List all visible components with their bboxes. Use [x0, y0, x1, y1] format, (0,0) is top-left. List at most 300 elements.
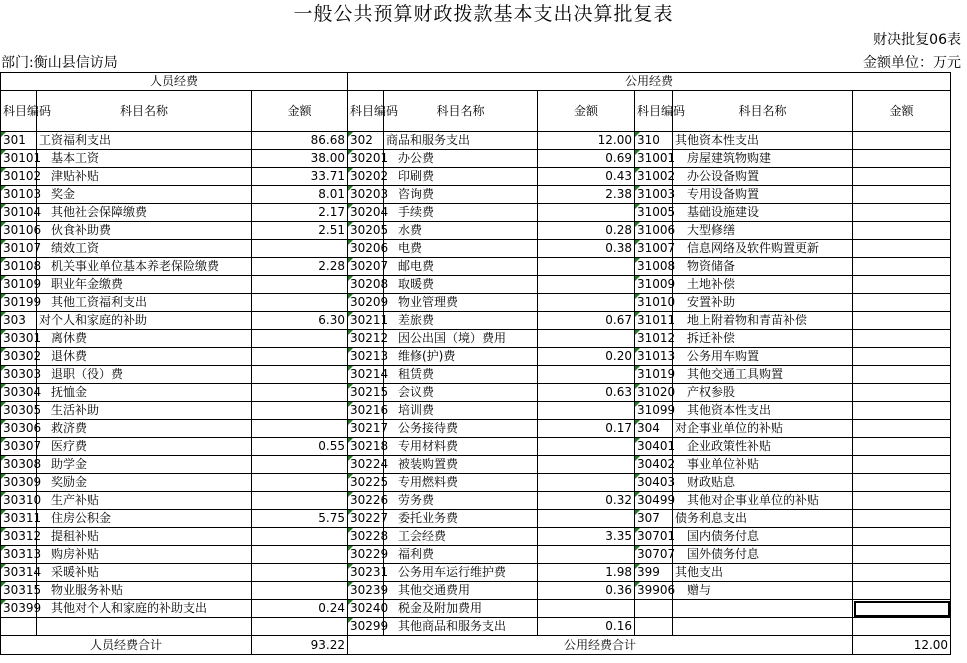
subject-name-cell[interactable]: 其他交通费用: [384, 582, 538, 600]
amount-cell[interactable]: 0.38: [538, 240, 635, 258]
amount-unit-label: 金额单位：万元: [863, 55, 961, 71]
amount-cell[interactable]: [538, 204, 635, 222]
subject-name-cell[interactable]: [673, 600, 853, 618]
amount-cell[interactable]: 86.68: [252, 132, 348, 150]
amount-cell[interactable]: [853, 474, 951, 492]
subject-name-cell[interactable]: 公务用车购置: [673, 348, 853, 366]
subject-code-cell[interactable]: 30302: [1, 348, 37, 366]
subject-code-cell[interactable]: 30306: [1, 420, 37, 438]
amount-cell[interactable]: 12.00: [538, 132, 635, 150]
subject-name-cell[interactable]: 抚恤金: [37, 384, 252, 402]
subject-code-cell[interactable]: 30216: [348, 402, 384, 420]
subject-code-cell[interactable]: 39906: [635, 582, 673, 600]
table-row: [1, 600, 951, 618]
subject-name-cell[interactable]: 印刷费: [384, 168, 538, 186]
amount-cell[interactable]: 8.01: [252, 186, 348, 204]
subject-code-cell[interactable]: 30304: [1, 384, 37, 402]
subject-name-cell[interactable]: 对企事业单位的补贴: [673, 420, 853, 438]
table-row: [1, 492, 951, 510]
amount-cell[interactable]: 2.51: [252, 222, 348, 240]
subject-code-cell[interactable]: 30101: [1, 150, 37, 168]
col-header-amount[interactable]: 金额: [252, 91, 348, 132]
subject-name-cell[interactable]: 生活补助: [37, 402, 252, 420]
subject-name-cell[interactable]: [673, 618, 853, 636]
subject-code-cell[interactable]: 304: [635, 420, 673, 438]
amount-cell[interactable]: [853, 528, 951, 546]
subject-code-cell[interactable]: 30224: [348, 456, 384, 474]
table-row: [1, 582, 951, 600]
table-row: [1, 384, 951, 402]
subject-name-cell[interactable]: 电费: [384, 240, 538, 258]
table-row: [1, 258, 951, 276]
subject-code-cell[interactable]: 31013: [635, 348, 673, 366]
subject-code-cell[interactable]: 30239: [348, 582, 384, 600]
subject-name-cell[interactable]: 物业服务补贴: [37, 582, 252, 600]
subject-name-cell[interactable]: 医疗费: [37, 438, 252, 456]
subject-name-cell[interactable]: 维修(护)费: [384, 348, 538, 366]
subject-code-cell[interactable]: 30314: [1, 564, 37, 582]
amount-cell[interactable]: [252, 492, 348, 510]
amount-cell[interactable]: 0.16: [538, 618, 635, 636]
amount-cell[interactable]: [538, 510, 635, 528]
subject-code-cell[interactable]: 30707: [635, 546, 673, 564]
subject-code-cell[interactable]: 30401: [635, 438, 673, 456]
subject-code-cell[interactable]: 30303: [1, 366, 37, 384]
form-reference-code: 财决批复06表: [873, 32, 961, 48]
subject-code-cell[interactable]: 30203: [348, 186, 384, 204]
subject-name-cell[interactable]: 专用材料费: [384, 438, 538, 456]
subject-code-cell[interactable]: 30402: [635, 456, 673, 474]
subject-name-cell[interactable]: 债务利息支出: [673, 510, 853, 528]
subject-name-cell[interactable]: 伙食补助费: [37, 222, 252, 240]
subject-code-cell[interactable]: 30499: [635, 492, 673, 510]
amount-cell[interactable]: [252, 402, 348, 420]
amount-cell[interactable]: [853, 348, 951, 366]
subject-code-cell[interactable]: 31001: [635, 150, 673, 168]
amount-cell[interactable]: [853, 546, 951, 564]
amount-cell[interactable]: [853, 510, 951, 528]
subject-code-cell[interactable]: 30217: [348, 420, 384, 438]
subject-name-cell[interactable]: 住房公积金: [37, 510, 252, 528]
subject-code-cell[interactable]: 30202: [348, 168, 384, 186]
amount-cell[interactable]: [853, 240, 951, 258]
amount-cell[interactable]: [252, 564, 348, 582]
subject-name-cell[interactable]: 机关事业单位基本养老保险缴费: [37, 258, 252, 276]
table-row: [1, 294, 951, 312]
amount-cell[interactable]: 0.55: [252, 438, 348, 456]
table-row: [1, 222, 951, 240]
table-row: [1, 564, 951, 582]
amount-cell[interactable]: 5.75: [252, 510, 348, 528]
subject-name-cell[interactable]: 其他资本性支出: [673, 402, 853, 420]
subject-name-cell[interactable]: 物资储备: [673, 258, 853, 276]
amount-cell[interactable]: [853, 618, 951, 636]
subject-name-cell[interactable]: 手续费: [384, 204, 538, 222]
subject-code-cell[interactable]: 31020: [635, 384, 673, 402]
amount-cell[interactable]: [252, 384, 348, 402]
subject-name-cell[interactable]: 专用设备购置: [673, 186, 853, 204]
amount-cell[interactable]: 0.24: [252, 600, 348, 618]
table-row: [1, 150, 951, 168]
amount-cell[interactable]: 2.28: [252, 258, 348, 276]
table-row: [1, 240, 951, 258]
subject-code-cell[interactable]: 30310: [1, 492, 37, 510]
col-header-name[interactable]: 科目名称: [384, 91, 538, 132]
subject-name-cell[interactable]: 其他工资福利支出: [37, 294, 252, 312]
subject-code-cell[interactable]: 30313: [1, 546, 37, 564]
amount-cell[interactable]: 0.28: [538, 222, 635, 240]
amount-cell[interactable]: [853, 330, 951, 348]
amount-cell[interactable]: [853, 168, 951, 186]
subject-name-cell[interactable]: 其他支出: [673, 564, 853, 582]
subject-name-cell[interactable]: 职业年金缴费: [37, 276, 252, 294]
table-row: [1, 186, 951, 204]
subject-code-cell[interactable]: 31011: [635, 312, 673, 330]
subject-code-cell[interactable]: 30104: [1, 204, 37, 222]
table-row: [1, 402, 951, 420]
subject-code-cell[interactable]: 307: [635, 510, 673, 528]
amount-cell[interactable]: [252, 330, 348, 348]
amount-cell[interactable]: [252, 366, 348, 384]
amount-cell[interactable]: [252, 348, 348, 366]
amount-cell[interactable]: [853, 186, 951, 204]
col-header-code[interactable]: 科目编码: [348, 91, 384, 132]
amount-cell[interactable]: [538, 456, 635, 474]
subject-code-cell[interactable]: 30103: [1, 186, 37, 204]
subject-name-cell[interactable]: 安置补助: [673, 294, 853, 312]
page-title: 一般公共预算财政拨款基本支出决算批复表: [293, 3, 674, 25]
amount-cell[interactable]: 2.38: [538, 186, 635, 204]
amount-cell[interactable]: 3.35: [538, 528, 635, 546]
table-row: [1, 168, 951, 186]
amount-cell[interactable]: [252, 240, 348, 258]
subject-code-cell[interactable]: 31007: [635, 240, 673, 258]
amount-cell[interactable]: [538, 546, 635, 564]
table-row: [1, 474, 951, 492]
subject-code-cell[interactable]: 31010: [635, 294, 673, 312]
subject-code-cell[interactable]: 30399: [1, 600, 37, 618]
amount-cell[interactable]: [252, 582, 348, 600]
amount-cell[interactable]: [853, 600, 951, 618]
subject-name-cell[interactable]: 工会经费: [384, 528, 538, 546]
amount-cell[interactable]: 6.30: [252, 312, 348, 330]
subject-code-cell[interactable]: 31099: [635, 402, 673, 420]
subject-name-cell[interactable]: 差旅费: [384, 312, 538, 330]
amount-cell[interactable]: [252, 546, 348, 564]
subject-code-cell[interactable]: 30301: [1, 330, 37, 348]
subject-name-cell[interactable]: 救济费: [37, 420, 252, 438]
subject-code-cell[interactable]: 31005: [635, 204, 673, 222]
amount-cell[interactable]: 0.17: [538, 420, 635, 438]
subject-name-cell[interactable]: 公务接待费: [384, 420, 538, 438]
table-row: [1, 528, 951, 546]
subject-code-cell[interactable]: 30311: [1, 510, 37, 528]
table-row: [1, 510, 951, 528]
subject-code-cell[interactable]: 30205: [348, 222, 384, 240]
amount-cell[interactable]: [853, 276, 951, 294]
amount-cell[interactable]: 0.63: [538, 384, 635, 402]
subject-code-cell[interactable]: [1, 618, 37, 636]
table-row: [1, 132, 951, 150]
subject-code-cell[interactable]: 30701: [635, 528, 673, 546]
subject-name-cell[interactable]: 土地补偿: [673, 276, 853, 294]
subject-code-cell[interactable]: 30299: [348, 618, 384, 636]
subject-name-cell[interactable]: 其他社会保障缴费: [37, 204, 252, 222]
subject-name-cell[interactable]: 生产补贴: [37, 492, 252, 510]
subject-name-cell[interactable]: 基础设施建设: [673, 204, 853, 222]
amount-cell[interactable]: [853, 402, 951, 420]
amount-cell[interactable]: [538, 474, 635, 492]
expenditure-table: [0, 72, 951, 655]
amount-cell[interactable]: [853, 384, 951, 402]
amount-cell[interactable]: [538, 366, 635, 384]
amount-cell[interactable]: 33.71: [252, 168, 348, 186]
subject-name-cell[interactable]: 企业政策性补贴: [673, 438, 853, 456]
table-row: [1, 546, 951, 564]
personnel-total-amount[interactable]: 93.22: [252, 636, 348, 655]
subject-code-cell[interactable]: 30315: [1, 582, 37, 600]
subject-name-cell[interactable]: 奖金: [37, 186, 252, 204]
subject-name-cell[interactable]: 购房补贴: [37, 546, 252, 564]
subject-code-cell[interactable]: 302: [348, 132, 384, 150]
subject-code-cell[interactable]: 31006: [635, 222, 673, 240]
table-row: [1, 438, 951, 456]
subject-code-cell[interactable]: 30209: [348, 294, 384, 312]
subject-code-cell[interactable]: 30207: [348, 258, 384, 276]
subject-name-cell[interactable]: 事业单位补贴: [673, 456, 853, 474]
amount-cell[interactable]: [853, 438, 951, 456]
subject-code-cell[interactable]: 30215: [348, 384, 384, 402]
amount-cell[interactable]: [853, 258, 951, 276]
subject-code-cell[interactable]: 30102: [1, 168, 37, 186]
subject-name-cell[interactable]: 会议费: [384, 384, 538, 402]
amount-cell[interactable]: [853, 132, 951, 150]
subject-code-cell[interactable]: 30307: [1, 438, 37, 456]
subject-code-cell[interactable]: 30305: [1, 402, 37, 420]
subject-code-cell[interactable]: 30107: [1, 240, 37, 258]
amount-cell[interactable]: [853, 150, 951, 168]
amount-cell[interactable]: [538, 276, 635, 294]
subject-name-cell[interactable]: 基本工资: [37, 150, 252, 168]
amount-cell[interactable]: [252, 276, 348, 294]
subject-name-cell[interactable]: 办公费: [384, 150, 538, 168]
subject-code-cell[interactable]: 31012: [635, 330, 673, 348]
subject-code-cell[interactable]: 30108: [1, 258, 37, 276]
subject-code-cell[interactable]: 30229: [348, 546, 384, 564]
subject-name-cell[interactable]: 产权参股: [673, 384, 853, 402]
subject-name-cell[interactable]: [37, 618, 252, 636]
amount-cell[interactable]: [252, 420, 348, 438]
subject-name-cell[interactable]: 离休费: [37, 330, 252, 348]
subject-code-cell[interactable]: 30208: [348, 276, 384, 294]
subject-name-cell[interactable]: 取暖费: [384, 276, 538, 294]
subject-name-cell[interactable]: 其他商品和服务支出: [384, 618, 538, 636]
subject-name-cell[interactable]: 租赁费: [384, 366, 538, 384]
col-header-name[interactable]: 科目名称: [37, 91, 252, 132]
subject-name-cell[interactable]: 国外债务付息: [673, 546, 853, 564]
amount-cell[interactable]: [853, 294, 951, 312]
subject-code-cell[interactable]: 30226: [348, 492, 384, 510]
subject-name-cell[interactable]: 培训费: [384, 402, 538, 420]
subject-code-cell[interactable]: [635, 618, 673, 636]
subject-name-cell[interactable]: 劳务费: [384, 492, 538, 510]
subject-code-cell[interactable]: 30204: [348, 204, 384, 222]
amount-cell[interactable]: 0.32: [538, 492, 635, 510]
amount-cell[interactable]: 0.36: [538, 582, 635, 600]
subject-name-cell[interactable]: 绩效工资: [37, 240, 252, 258]
subject-name-cell[interactable]: 税金及附加费用: [384, 600, 538, 618]
amount-cell[interactable]: [853, 312, 951, 330]
col-header-amount[interactable]: 金额: [538, 91, 635, 132]
amount-cell[interactable]: 0.20: [538, 348, 635, 366]
table-row: [1, 618, 951, 636]
amount-cell[interactable]: [853, 564, 951, 582]
subject-code-cell[interactable]: 30228: [348, 528, 384, 546]
section-header-personnel[interactable]: 人员经费: [1, 73, 348, 91]
amount-cell[interactable]: 38.00: [252, 150, 348, 168]
amount-cell[interactable]: 1.98: [538, 564, 635, 582]
subject-code-cell[interactable]: 30240: [348, 600, 384, 618]
subject-code-cell[interactable]: 30231: [348, 564, 384, 582]
subject-name-cell[interactable]: 商品和服务支出: [384, 132, 538, 150]
subject-code-cell[interactable]: 31009: [635, 276, 673, 294]
table-row: [1, 312, 951, 330]
table-row: [1, 366, 951, 384]
subject-code-cell[interactable]: 310: [635, 132, 673, 150]
subject-code-cell[interactable]: 30206: [348, 240, 384, 258]
amount-cell[interactable]: [853, 492, 951, 510]
subject-code-cell[interactable]: 30308: [1, 456, 37, 474]
subject-name-cell[interactable]: 国内债务付息: [673, 528, 853, 546]
subject-name-cell[interactable]: 因公出国（境）费用: [384, 330, 538, 348]
subject-code-cell[interactable]: 30225: [348, 474, 384, 492]
table-row: [1, 348, 951, 366]
subject-name-cell[interactable]: 采暖补贴: [37, 564, 252, 582]
subject-code-cell[interactable]: 31008: [635, 258, 673, 276]
subject-code-cell[interactable]: 30211: [348, 312, 384, 330]
amount-cell[interactable]: [252, 474, 348, 492]
subject-name-cell[interactable]: 物业管理费: [384, 294, 538, 312]
subject-name-cell[interactable]: 信息网络及软件购置更新: [673, 240, 853, 258]
amount-cell[interactable]: [252, 528, 348, 546]
subject-name-cell[interactable]: 房屋建筑物购建: [673, 150, 853, 168]
amount-cell[interactable]: [538, 330, 635, 348]
subject-code-cell[interactable]: 30214: [348, 366, 384, 384]
subject-code-cell[interactable]: 30218: [348, 438, 384, 456]
subject-name-cell[interactable]: 福利费: [384, 546, 538, 564]
amount-cell[interactable]: [538, 402, 635, 420]
amount-cell[interactable]: [252, 456, 348, 474]
subject-code-cell[interactable]: 399: [635, 564, 673, 582]
table-row: [1, 420, 951, 438]
subject-name-cell[interactable]: 拆迁补偿: [673, 330, 853, 348]
subject-code-cell[interactable]: 30109: [1, 276, 37, 294]
table-row: [1, 204, 951, 222]
subject-name-cell[interactable]: 其他交通工具购置: [673, 366, 853, 384]
subject-code-cell[interactable]: 30201: [348, 150, 384, 168]
subject-name-cell[interactable]: 退休费: [37, 348, 252, 366]
col-header-amount[interactable]: 金额: [853, 91, 951, 132]
amount-cell[interactable]: [853, 222, 951, 240]
subject-name-cell[interactable]: 其他对个人和家庭的补助支出: [37, 600, 252, 618]
subject-name-cell[interactable]: 其他对企事业单位的补贴: [673, 492, 853, 510]
amount-cell[interactable]: [853, 582, 951, 600]
subject-name-cell[interactable]: 赠与: [673, 582, 853, 600]
col-header-code[interactable]: 科目编码: [635, 91, 673, 132]
amount-cell[interactable]: [853, 420, 951, 438]
subject-code-cell[interactable]: 30106: [1, 222, 37, 240]
col-header-name[interactable]: 科目名称: [673, 91, 853, 132]
personnel-total-label[interactable]: 人员经费合计: [1, 636, 252, 655]
amount-cell[interactable]: [538, 294, 635, 312]
amount-cell[interactable]: [538, 258, 635, 276]
subject-name-cell[interactable]: 财政贴息: [673, 474, 853, 492]
subject-code-cell[interactable]: 31003: [635, 186, 673, 204]
amount-cell[interactable]: [252, 294, 348, 312]
amount-cell[interactable]: [853, 204, 951, 222]
col-header-code[interactable]: 科目编码: [1, 91, 37, 132]
subject-code-cell[interactable]: [635, 600, 673, 618]
subject-name-cell[interactable]: 津贴补贴: [37, 168, 252, 186]
subject-code-cell[interactable]: 30212: [348, 330, 384, 348]
subject-name-cell[interactable]: 地上附着物和青苗补偿: [673, 312, 853, 330]
subject-name-cell[interactable]: 提租补贴: [37, 528, 252, 546]
subject-name-cell[interactable]: 被装购置费: [384, 456, 538, 474]
table-row: [1, 276, 951, 294]
subject-name-cell[interactable]: 委托业务费: [384, 510, 538, 528]
subject-code-cell[interactable]: 31019: [635, 366, 673, 384]
subject-name-cell[interactable]: 其他资本性支出: [673, 132, 853, 150]
subject-code-cell[interactable]: 303: [1, 312, 37, 330]
subject-code-cell[interactable]: 30199: [1, 294, 37, 312]
amount-cell[interactable]: [853, 456, 951, 474]
amount-cell[interactable]: [252, 618, 348, 636]
subject-name-cell[interactable]: 办公设备购置: [673, 168, 853, 186]
subject-code-cell[interactable]: 30213: [348, 348, 384, 366]
amount-cell[interactable]: [538, 438, 635, 456]
table-row: [1, 456, 951, 474]
subject-name-cell[interactable]: 退职（役）费: [37, 366, 252, 384]
public-total-amount[interactable]: 12.00: [853, 636, 951, 655]
subject-name-cell[interactable]: 邮电费: [384, 258, 538, 276]
subject-code-cell[interactable]: 30312: [1, 528, 37, 546]
subject-name-cell[interactable]: 专用燃料费: [384, 474, 538, 492]
subject-name-cell[interactable]: 水费: [384, 222, 538, 240]
table-row: [1, 330, 951, 348]
amount-cell[interactable]: [538, 600, 635, 618]
subject-code-cell[interactable]: 301: [1, 132, 37, 150]
amount-cell[interactable]: 0.69: [538, 150, 635, 168]
subject-name-cell[interactable]: 工资福利支出: [37, 132, 252, 150]
public-total-label[interactable]: 公用经费合计: [348, 636, 853, 655]
subject-name-cell[interactable]: 大型修缮: [673, 222, 853, 240]
amount-cell[interactable]: 0.43: [538, 168, 635, 186]
subject-name-cell[interactable]: 奖励金: [37, 474, 252, 492]
subject-code-cell[interactable]: 30227: [348, 510, 384, 528]
subject-name-cell[interactable]: 助学金: [37, 456, 252, 474]
amount-cell[interactable]: 2.17: [252, 204, 348, 222]
subject-code-cell[interactable]: 30309: [1, 474, 37, 492]
section-header-public[interactable]: 公用经费: [348, 73, 951, 91]
totals-row: [1, 636, 951, 655]
subject-code-cell[interactable]: 31002: [635, 168, 673, 186]
subject-name-cell[interactable]: 对个人和家庭的补助: [37, 312, 252, 330]
amount-cell[interactable]: [853, 366, 951, 384]
amount-cell[interactable]: 0.67: [538, 312, 635, 330]
subject-code-cell[interactable]: 30403: [635, 474, 673, 492]
subject-name-cell[interactable]: 公务用车运行维护费: [384, 564, 538, 582]
subject-name-cell[interactable]: 咨询费: [384, 186, 538, 204]
